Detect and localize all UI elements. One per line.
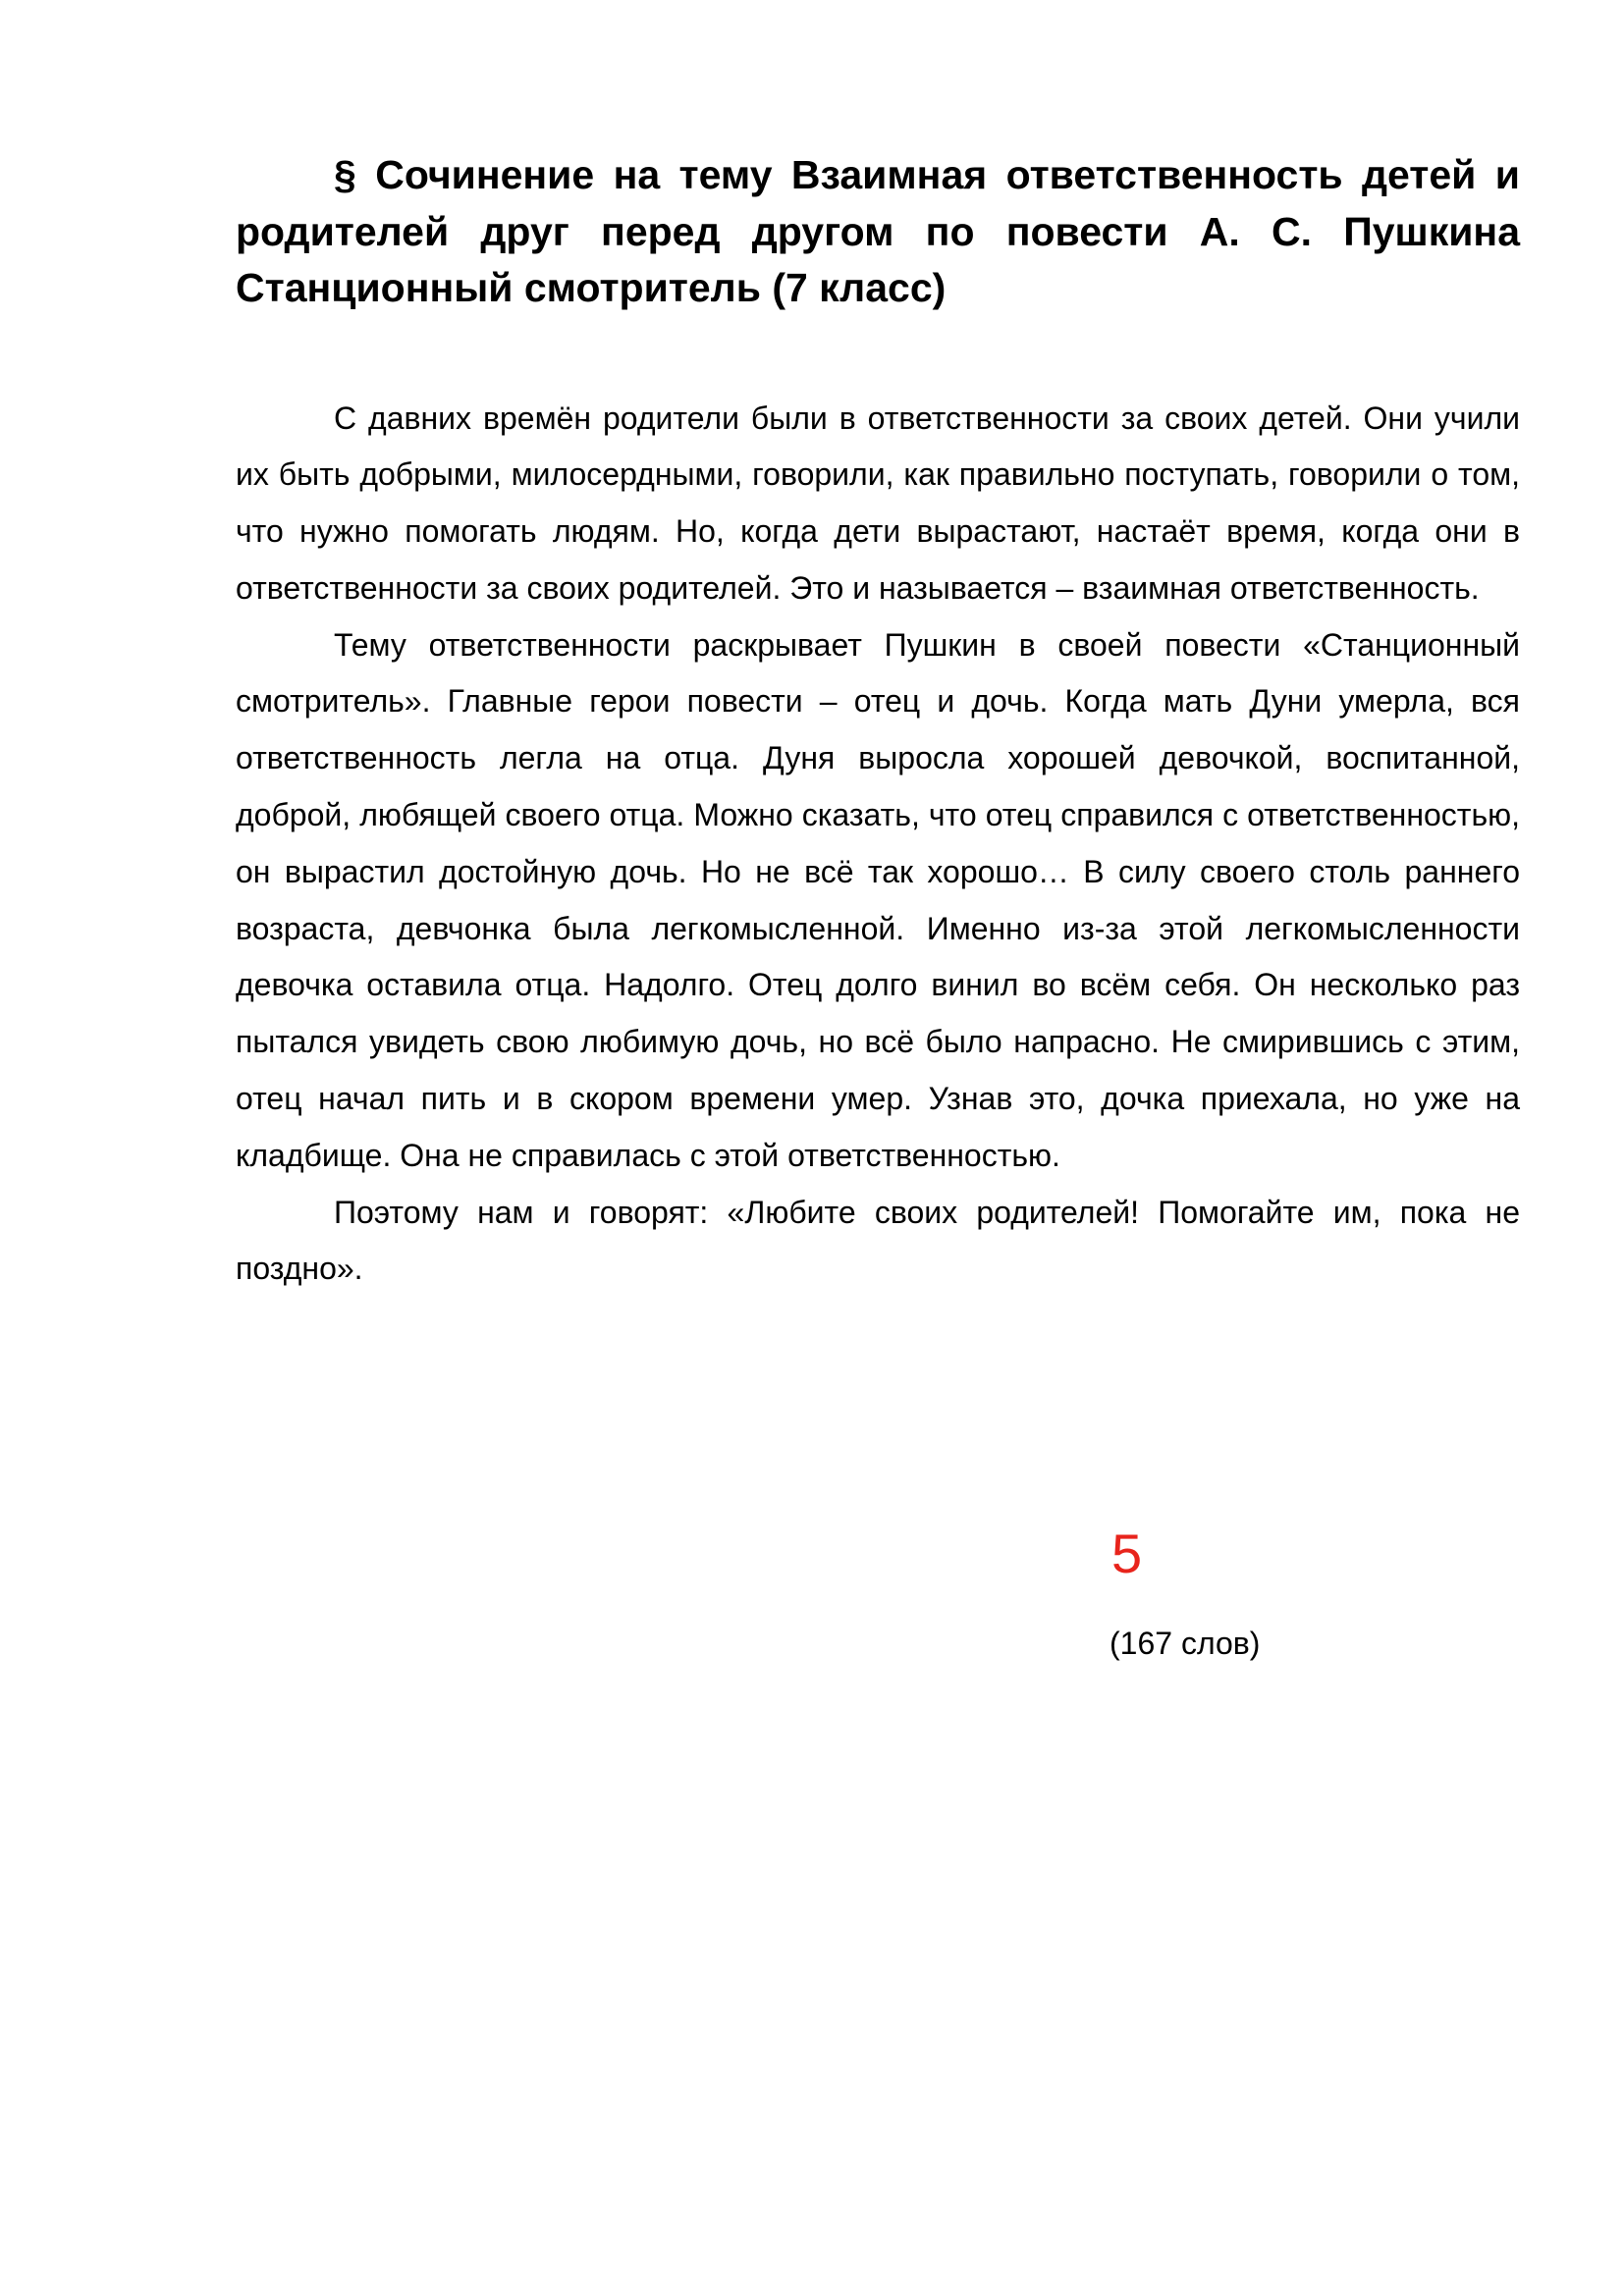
word-count: (167 слов) — [1110, 1626, 1261, 1661]
essay-body — [236, 391, 1520, 1299]
essay-paragraph: С давних времён родители были в ответственности за своих детей. Они учили их быть добрыми, милосердными, говорили, как правильно поступать, говорили о том, что нужно помогать людям. Но, когда дети вырастают, настаёт время, когда они в ответственности за своих родителей. Это и называется – взаимная ответственность. — [236, 400, 1520, 606]
grade-mark: 5 — [1111, 1522, 1143, 1584]
essay-paragraph: Тему ответственности раскрывает Пушкин в своей повести «Станционный смотритель». Главные герои повести – отец и дочь. Когда мать Дуни умерла, вся ответственность легла на отца. Дуня выросла хорошей девочкой, воспитанной, доброй, любящей своего отца. Можно сказать, что отец справился с ответственностью, он вырастил достойную дочь. Но не всё так хорошо… В силу своего столь раннего возраста, девчонка была легкомысленной. Именно из-за этой легкомысленности девочка оставила отца. Надолго. Отец долго винил во всём себя. Он несколько раз пытался увидеть свою любимую дочь, но всё было напрасно. Не смирившись с этим, отец начал пить и в скором времени умер. Узнав это, дочка приехала, но уже на кладбище. Она не справилась с этой ответственностью. — [236, 626, 1520, 1173]
essay-title: § Сочинение на тему Взаимная ответственность детей и родителей друг перед другом по повести А. С. Пушкина Станционный смотритель (7 класс) — [236, 152, 1520, 310]
essay-paragraph: Поэтому нам и говорят: «Любите своих родителей! Помогайте им, пока не поздно». — [236, 1194, 1520, 1287]
document-content — [236, 147, 1520, 1298]
